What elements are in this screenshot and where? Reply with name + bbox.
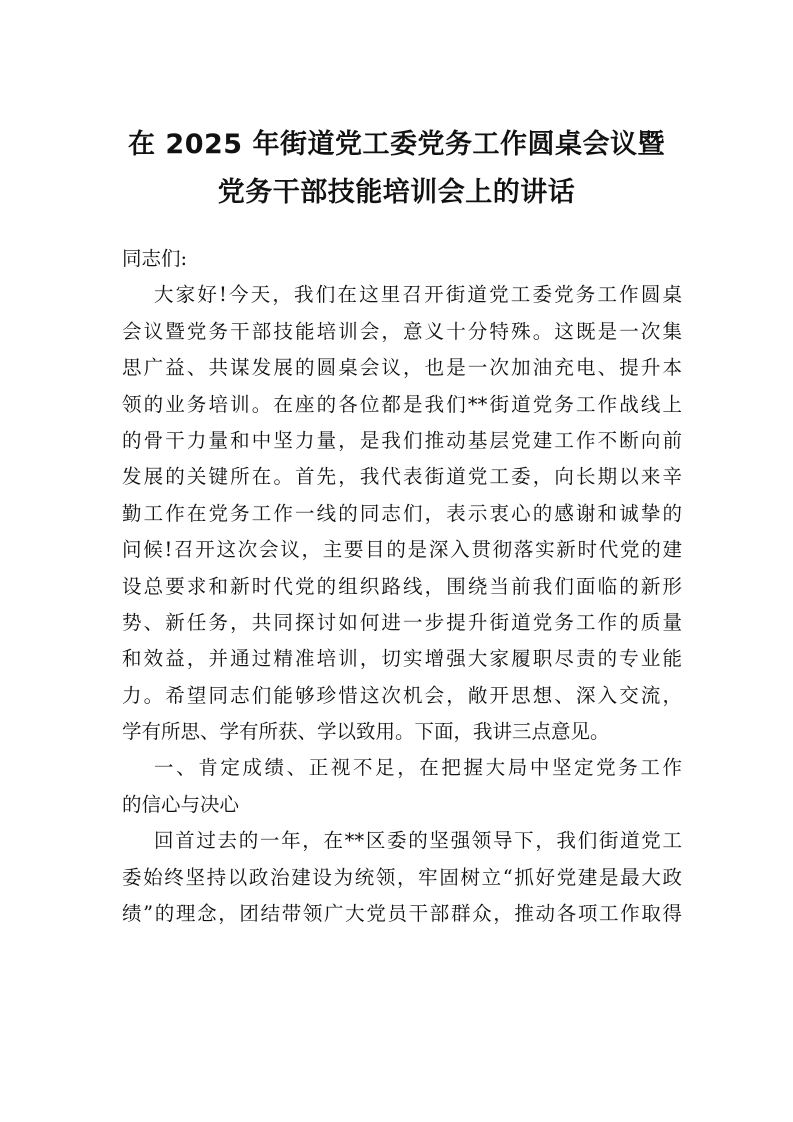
paragraph-line: 大家好!今天，我们在这里召开街道党工委党务工作圆桌 xyxy=(154,283,682,307)
paragraph-line: 委始终坚持以政治建设为统领，牢固树立“抓好党建是最大政 xyxy=(122,865,682,889)
speech-body xyxy=(122,241,682,932)
paragraph-line: 发展的关键所在。首先，我代表街道党工委，向长期以来辛 xyxy=(122,465,682,489)
section-heading-line: 的信心与决心 xyxy=(122,792,240,816)
paragraph-line: 力。希望同志们能够珍惜这次机会，敞开思想、深入交流， xyxy=(122,683,682,707)
paragraph-line: 勤工作在党务工作一线的同志们，表示衷心的感谢和诚挚的 xyxy=(122,501,682,525)
paragraph-line: 势、新任务，共同探讨如何进一步提升街道党务工作的质量 xyxy=(122,610,682,634)
paragraph-line: 思广益、共谋发展的圆桌会议，也是一次加油充电、提升本 xyxy=(122,356,682,380)
paragraph-line: 问候!召开这次会议，主要目的是深入贯彻落实新时代党的建 xyxy=(122,538,682,562)
paragraph-line: 绩”的理念，团结带领广大党员干部群众，推动各项工作取得 xyxy=(122,902,682,926)
salutation: 同志们: xyxy=(122,247,188,270)
paragraph-line: 设总要求和新时代党的组织路线，围绕当前我们面临的新形 xyxy=(122,574,682,598)
paragraph-line: 学有所思、学有所获、学以致用。下面，我讲三点意见。 xyxy=(122,720,610,744)
paragraph-line: 领的业务培训。在座的各位都是我们**街道党务工作战线上 xyxy=(122,392,682,416)
section-heading-line: 一、肯定成绩、正视不足，在把握大局中坚定党务工作 xyxy=(154,756,682,780)
document-title-line-2: 党务干部技能培训会上的讲话 xyxy=(217,177,576,208)
paragraph-line: 和效益，并通过精准培训，切实增强大家履职尽责的专业能 xyxy=(122,647,682,671)
paragraph-line: 回首过去的一年，在**区委的坚强领导下，我们街道党工 xyxy=(154,829,682,853)
paragraph-line: 的骨干力量和中坚力量，是我们推动基层党建工作不断向前 xyxy=(122,428,682,452)
document-title-line-1: 在 2025 年街道党工委党务工作圆桌会议暨 xyxy=(128,129,665,160)
paragraph-line: 会议暨党务干部技能培训会，意义十分特殊。这既是一次集 xyxy=(122,319,682,343)
